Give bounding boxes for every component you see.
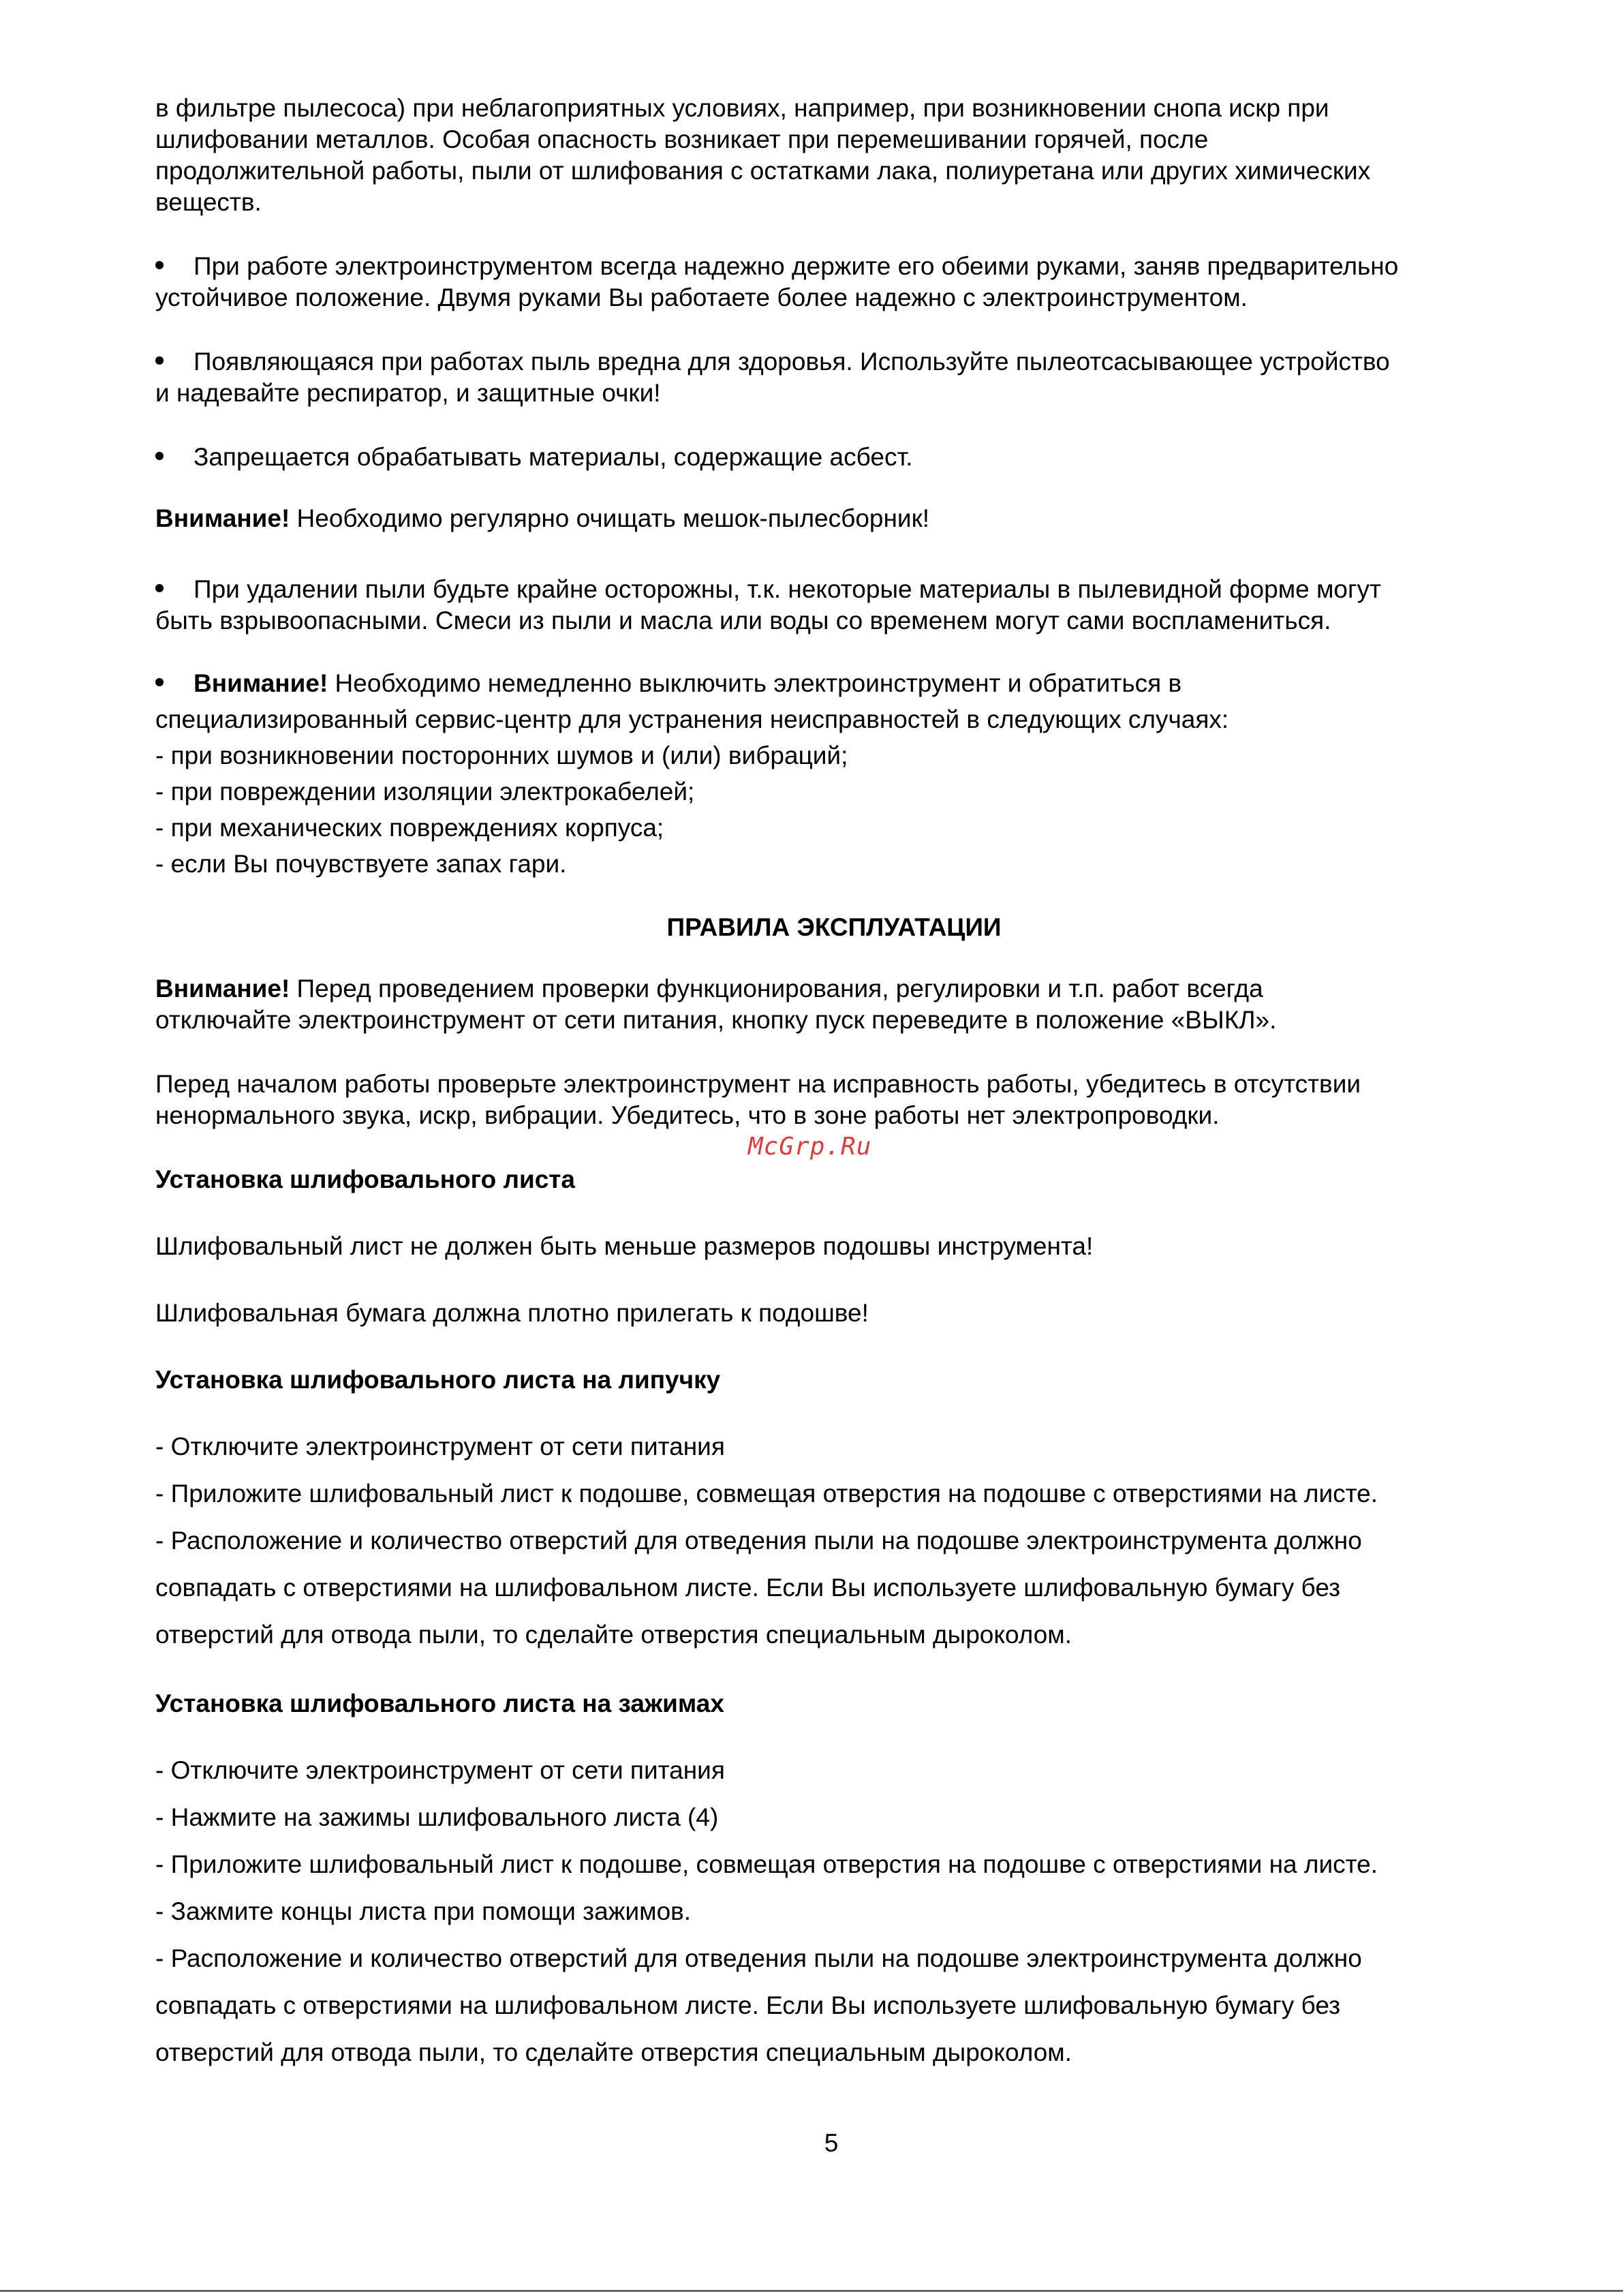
list-item: - Расположение и количество отверстий для отведения пыли на подошве электроинструмента должно [155, 1527, 1362, 1555]
bullet-item [155, 574, 1518, 637]
list-item: - Расположение и количество отверстий для отведения пыли на подошве электроинструмента должно [155, 1944, 1362, 1972]
bullet-icon [155, 574, 194, 605]
text-line: Шлифовальная бумага должна плотно прилегать к подошве! [155, 1299, 869, 1327]
warning-paragraph [155, 503, 1518, 534]
text-line: продолжительной работы, пыли от шлифования с остатками лака, полиуретана или других химических [155, 157, 1371, 185]
bullet-item [155, 251, 1518, 313]
bullet-item [155, 442, 1518, 473]
clamps-steps [155, 1747, 1518, 2076]
text-line: устойчивое положение. Двумя руками Вы работаете более надежно с электроинструментом. [155, 284, 1248, 311]
text-line: совпадать с отверстиями на шлифовальном листе. Если Вы используете шлифовальную бумагу без [155, 1574, 1341, 1602]
warning-label: Внимание! [155, 975, 290, 1002]
list-item: - Нажмите на зажимы шлифовального листа (4) [155, 1803, 719, 1831]
list-item: - Приложите шлифовальный лист к подошве, совмещая отверстия на подошве с отверстиями на листе. [155, 1480, 1378, 1507]
list-item: - Приложите шлифовальный лист к подошве, совмещая отверстия на подошве с отверстиями на листе. [155, 1850, 1378, 1878]
bullet-icon [155, 442, 194, 473]
text-line: ненормального звука, искр, вибрации. Убедитесь, что в зоне работы нет электропроводки. [155, 1101, 1220, 1129]
text-line: Появляющаяся при работах пыль вредна для здоровья. Используйте пылеотсасывающее устройство [194, 348, 1390, 376]
intro-paragraph [155, 93, 1518, 218]
page-number: 5 [824, 2129, 839, 2157]
subsection-title: Установка шлифовального листа на липучку [155, 1366, 721, 1394]
warning-label: Внимание! [155, 504, 290, 532]
text-line: веществ. [155, 188, 262, 216]
text-line: отверстий для отвода пыли, то сделайте отверстия специальным дыроколом. [155, 1621, 1072, 1649]
list-item: - если Вы почувствуете запах гари. [155, 850, 567, 878]
subsection-title: Установка шлифовального листа на зажимах [155, 1689, 724, 1717]
list-item: - Отключите электроинструмент от сети питания [155, 1756, 725, 1784]
document-page [155, 93, 1518, 2076]
warning-paragraph [155, 973, 1518, 1036]
list-item: - при возникновении посторонних шумов и (или) вибраций; [155, 741, 848, 769]
text-line: Запрещается обрабатывать материалы, содержащие асбест. [194, 443, 913, 471]
text-line: и надевайте респиратор, и защитные очки! [155, 379, 661, 407]
text-line: совпадать с отверстиями на шлифовальном листе. Если Вы используете шлифовальную бумагу без [155, 1991, 1341, 2019]
text-line: Перед началом работы проверьте электроинструмент на исправность работы, убедитесь в отсутствии [155, 1070, 1361, 1098]
velcro-steps [155, 1423, 1518, 1658]
warning-text: Перед проведением проверки функционирования, регулировки и т.п. работ всегда [290, 975, 1263, 1002]
warning-text: Необходимо регулярно очищать мешок-пылесборник! [290, 504, 930, 532]
text-line: специализированный сервис-центр для устранения неисправностей в следующих случаях: [155, 705, 1229, 733]
text-line: При удалении пыли будьте крайне осторожны, т.к. некоторые материалы в пылевидной форме могут [194, 575, 1381, 603]
text-line: отверстий для отвода пыли, то сделайте отверстия специальным дыроколом. [155, 2038, 1072, 2066]
text-line: При работе электроинструментом всегда надежно держите его обеими руками, заняв предварительно [194, 252, 1399, 280]
subsection-title: Установка шлифовального листа [155, 1165, 575, 1193]
bottom-divider [0, 2290, 1623, 2292]
text-line: отключайте электроинструмент от сети питания, кнопку пуск переведите в положение «ВЫКЛ». [155, 1006, 1277, 1034]
watermark: McGrp.Ru [748, 1133, 872, 1161]
warning-label: Внимание! [194, 669, 328, 697]
bullet-item-warning [155, 665, 1518, 882]
warning-text: Необходимо немедленно выключить электроинструмент и обратиться в [328, 669, 1182, 697]
list-item: - Зажмите концы листа при помощи зажимов. [155, 1897, 692, 1925]
section-title: ПРАВИЛА ЭКСПЛУАТАЦИИ [666, 913, 1002, 941]
list-item: - при повреждении изоляции электрокабелей; [155, 778, 695, 806]
text-line: Шлифовальный лист не должен быть меньше размеров подошвы инструмента! [155, 1232, 1094, 1260]
list-item: - Отключите электроинструмент от сети питания [155, 1433, 725, 1460]
bullet-item [155, 346, 1518, 409]
bullet-icon [155, 346, 194, 378]
check-paragraph [155, 1069, 1518, 1131]
bullet-icon [155, 251, 194, 282]
text-line: шлифовании металлов. Особая опасность возникает при перемешивании горячей, после [155, 125, 1209, 153]
text-line: в фильтре пылесоса) при неблагоприятных условиях, например, при возникновении снопа искр при [155, 94, 1329, 122]
text-line: быть взрывоопасными. Смеси из пыли и масла или воды со временем могут сами воспламениться. [155, 607, 1331, 634]
bullet-icon [155, 665, 194, 701]
list-item: - при механических повреждениях корпуса; [155, 814, 664, 842]
